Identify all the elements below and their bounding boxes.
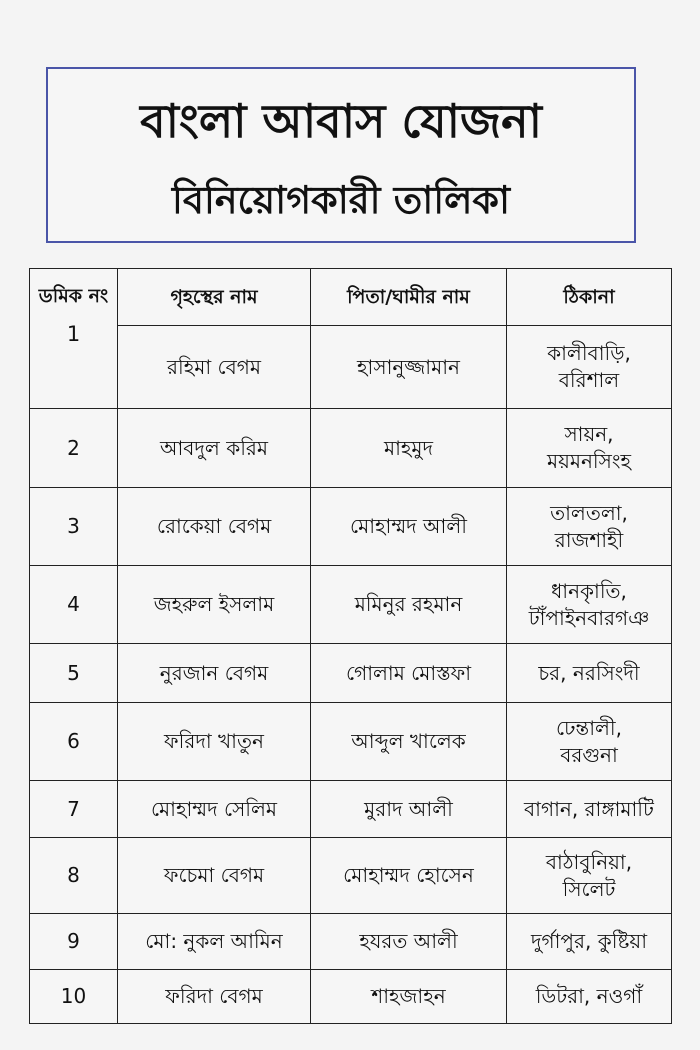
- address-line-1: কালীবাড়ি,: [547, 341, 631, 365]
- row-serial: 7: [30, 781, 118, 838]
- address-line-2: টাঁপাইনবারগঞ: [528, 605, 650, 630]
- address-line-2: সিলেট: [562, 876, 616, 901]
- page-subtitle: বিনিয়োগকারী তালিকা: [171, 178, 511, 222]
- address-line-2: রাজশাহী: [554, 527, 624, 552]
- row-father: মাহমুদ: [311, 409, 507, 488]
- address-line-2: ময়মনসিংহ: [547, 449, 631, 473]
- row-address: [507, 914, 672, 970]
- row-serial: 1: [66, 322, 81, 346]
- table-row: [30, 409, 672, 488]
- table-header-row: [30, 269, 672, 326]
- column-header-address: ঠিকানা: [507, 269, 672, 326]
- table-row: [30, 488, 672, 566]
- title-box: [46, 67, 636, 243]
- row-address: [507, 409, 672, 488]
- address-line-1: সায়ন,: [564, 422, 614, 446]
- row-father: হযরত আলী: [311, 914, 507, 970]
- row-name: আবদুল করিম: [118, 409, 311, 488]
- row-serial: 3: [30, 488, 118, 566]
- address-line-1: বাঠাবুনিয়া,: [545, 849, 633, 874]
- address-line-1: বাগান, রাঙ্গামাটি: [524, 796, 654, 821]
- row-serial: 4: [30, 566, 118, 644]
- row-name: ফরিদা বেগম: [118, 970, 311, 1024]
- row-serial: 5: [30, 644, 118, 703]
- row-name: জহরুল ইসলাম: [118, 566, 311, 644]
- row-address: [507, 644, 672, 703]
- row-name: ফচেমা বেগম: [118, 838, 311, 914]
- row-address: [507, 781, 672, 838]
- table-row: [30, 644, 672, 703]
- row-name: ফরিদা খাতুন: [118, 703, 311, 781]
- table-row: [30, 781, 672, 838]
- row-serial: 9: [30, 914, 118, 970]
- row-name: মোহাম্মদ সেলিম: [118, 781, 311, 838]
- row-address: [507, 488, 672, 566]
- table-row: [30, 703, 672, 781]
- page-title: বাংলা আবাস যোজনা: [140, 94, 542, 148]
- column-header-father-husband-name: পিতা/ঘামীর নাম: [311, 269, 507, 326]
- row-father: আব্দুল খালেক: [311, 703, 507, 781]
- table-row: [30, 838, 672, 914]
- beneficiary-table: [29, 268, 672, 1024]
- row-father: হাসানুজ্জামান: [311, 326, 507, 409]
- row-father: মোহাম্মদ আলী: [311, 488, 507, 566]
- row-address: [507, 838, 672, 914]
- address-line-2: বরিশাল: [558, 368, 620, 392]
- row-father: গোলাম মোস্তফা: [311, 644, 507, 703]
- row-address: [507, 703, 672, 781]
- row-serial: 8: [30, 838, 118, 914]
- row-serial: 6: [30, 703, 118, 781]
- row-serial: 2: [30, 409, 118, 488]
- row-father: মুরাদ আলী: [311, 781, 507, 838]
- address-line-1: চর, নরসিংদী: [538, 660, 640, 685]
- table-row: [30, 566, 672, 644]
- table-row: [30, 914, 672, 970]
- row-father: শাহজাহন: [311, 970, 507, 1024]
- address-line-1: ডিটরা, নওগাঁ: [535, 984, 643, 1008]
- serial-header-cell: [30, 269, 118, 409]
- address-line-1: দুর্গাপুর, কুষ্টিয়া: [531, 929, 647, 953]
- address-line-2: বরগুনা: [560, 742, 618, 767]
- table-row: [30, 970, 672, 1024]
- row-father: মোহাম্মদ হোসেন: [311, 838, 507, 914]
- table-row: [30, 326, 672, 409]
- address-line-1: তালতলা,: [550, 500, 628, 525]
- row-address: [507, 326, 672, 409]
- column-header-serial: ডমিক নং: [38, 285, 109, 307]
- row-name: রহিমা বেগম: [118, 326, 311, 409]
- row-name: নুরজান বেগম: [118, 644, 311, 703]
- address-line-1: ধানকাৃতি,: [551, 578, 627, 603]
- row-address: [507, 970, 672, 1024]
- address-line-1: ঢেন্তালী,: [556, 715, 622, 740]
- row-serial: 10: [30, 970, 118, 1024]
- row-name: মো: নুকল আমিন: [118, 914, 311, 970]
- row-father: মমিনুর রহমান: [311, 566, 507, 644]
- column-header-householder-name: গৃহস্থের নাম: [118, 269, 311, 326]
- row-name: রোকেয়া বেগম: [118, 488, 311, 566]
- row-address: [507, 566, 672, 644]
